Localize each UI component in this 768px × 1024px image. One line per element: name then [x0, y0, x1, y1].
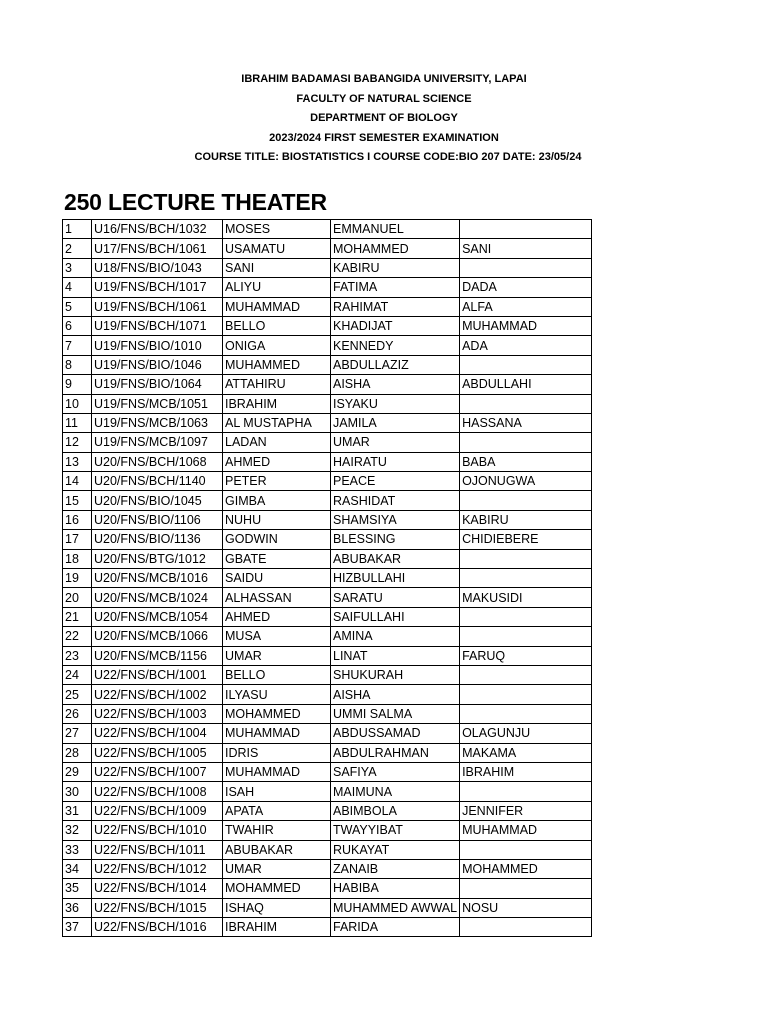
- other-name-cell: DADA: [460, 278, 592, 297]
- reg-number-cell: U22/FNS/BCH/1016: [92, 918, 223, 937]
- serial-number-cell: 14: [63, 472, 92, 491]
- surname-cell: LADAN: [223, 433, 331, 452]
- surname-cell: MUHAMMAD: [223, 724, 331, 743]
- surname-cell: SANI: [223, 258, 331, 277]
- first-name-cell: KHADIJAT: [331, 316, 460, 335]
- reg-number-cell: U20/FNS/BIO/1045: [92, 491, 223, 510]
- serial-number-cell: 33: [63, 840, 92, 859]
- reg-number-cell: U22/FNS/BCH/1002: [92, 685, 223, 704]
- serial-number-cell: 16: [63, 510, 92, 529]
- surname-cell: GODWIN: [223, 530, 331, 549]
- venue-title: 250 LECTURE THEATER: [64, 189, 327, 215]
- surname-cell: IBRAHIM: [223, 918, 331, 937]
- reg-number-cell: U20/FNS/BCH/1068: [92, 452, 223, 471]
- table-row: [63, 588, 592, 607]
- table-row: [63, 258, 592, 277]
- surname-cell: SAIDU: [223, 569, 331, 588]
- first-name-cell: RASHIDAT: [331, 491, 460, 510]
- surname-cell: AHMED: [223, 607, 331, 626]
- serial-number-cell: 29: [63, 762, 92, 781]
- other-name-cell: [460, 549, 592, 568]
- surname-cell: ALIYU: [223, 278, 331, 297]
- table-row: [63, 665, 592, 684]
- surname-cell: BELLO: [223, 665, 331, 684]
- table-row: [63, 685, 592, 704]
- serial-number-cell: 27: [63, 724, 92, 743]
- surname-cell: AHMED: [223, 452, 331, 471]
- table-row: [63, 801, 592, 820]
- first-name-cell: RUKAYAT: [331, 840, 460, 859]
- serial-number-cell: 5: [63, 297, 92, 316]
- other-name-cell: [460, 394, 592, 413]
- other-name-cell: [460, 879, 592, 898]
- reg-number-cell: U20/FNS/MCB/1024: [92, 588, 223, 607]
- serial-number-cell: 26: [63, 704, 92, 723]
- reg-number-cell: U19/FNS/BIO/1064: [92, 375, 223, 394]
- reg-number-cell: U22/FNS/BCH/1015: [92, 898, 223, 917]
- other-name-cell: ADA: [460, 336, 592, 355]
- first-name-cell: ABDULRAHMAN: [331, 743, 460, 762]
- surname-cell: UMAR: [223, 646, 331, 665]
- table-row: [63, 879, 592, 898]
- table-row: [63, 607, 592, 626]
- surname-cell: ONIGA: [223, 336, 331, 355]
- table-row: [63, 724, 592, 743]
- first-name-cell: SAFIYA: [331, 762, 460, 781]
- department-name: DEPARTMENT OF BIOLOGY: [310, 112, 458, 124]
- document-header: [0, 70, 768, 168]
- reg-number-cell: U22/FNS/BCH/1011: [92, 840, 223, 859]
- first-name-cell: ABDULLAZIZ: [331, 355, 460, 374]
- surname-cell: ISHAQ: [223, 898, 331, 917]
- first-name-cell: ABIMBOLA: [331, 801, 460, 820]
- serial-number-cell: 24: [63, 665, 92, 684]
- other-name-cell: NOSU: [460, 898, 592, 917]
- reg-number-cell: U16/FNS/BCH/1032: [92, 220, 223, 239]
- first-name-cell: SARATU: [331, 588, 460, 607]
- serial-number-cell: 3: [63, 258, 92, 277]
- serial-number-cell: 10: [63, 394, 92, 413]
- reg-number-cell: U22/FNS/BCH/1010: [92, 821, 223, 840]
- other-name-cell: [460, 782, 592, 801]
- reg-number-cell: U20/FNS/BIO/1106: [92, 510, 223, 529]
- first-name-cell: MOHAMMED: [331, 239, 460, 258]
- surname-cell: MUHAMMED: [223, 355, 331, 374]
- first-name-cell: FATIMA: [331, 278, 460, 297]
- surname-cell: TWAHIR: [223, 821, 331, 840]
- table-row: [63, 472, 592, 491]
- first-name-cell: KENNEDY: [331, 336, 460, 355]
- other-name-cell: OJONUGWA: [460, 472, 592, 491]
- reg-number-cell: U20/FNS/MCB/1156: [92, 646, 223, 665]
- surname-cell: MOHAMMED: [223, 704, 331, 723]
- surname-cell: MOHAMMED: [223, 879, 331, 898]
- reg-number-cell: U19/FNS/MCB/1051: [92, 394, 223, 413]
- table-row: [63, 821, 592, 840]
- serial-number-cell: 4: [63, 278, 92, 297]
- surname-cell: NUHU: [223, 510, 331, 529]
- other-name-cell: [460, 258, 592, 277]
- surname-cell: ALHASSAN: [223, 588, 331, 607]
- table-row: [63, 569, 592, 588]
- serial-number-cell: 13: [63, 452, 92, 471]
- table-row: [63, 859, 592, 878]
- first-name-cell: FARIDA: [331, 918, 460, 937]
- reg-number-cell: U20/FNS/MCB/1016: [92, 569, 223, 588]
- first-name-cell: LINAT: [331, 646, 460, 665]
- surname-cell: MOSES: [223, 220, 331, 239]
- other-name-cell: [460, 569, 592, 588]
- other-name-cell: [460, 918, 592, 937]
- reg-number-cell: U20/FNS/BCH/1140: [92, 472, 223, 491]
- reg-number-cell: U22/FNS/BCH/1005: [92, 743, 223, 762]
- serial-number-cell: 30: [63, 782, 92, 801]
- first-name-cell: SHAMSIYA: [331, 510, 460, 529]
- table-row: [63, 627, 592, 646]
- table-row: [63, 510, 592, 529]
- surname-cell: UMAR: [223, 859, 331, 878]
- serial-number-cell: 22: [63, 627, 92, 646]
- table-row: [63, 220, 592, 239]
- other-name-cell: ALFA: [460, 297, 592, 316]
- serial-number-cell: 32: [63, 821, 92, 840]
- reg-number-cell: U22/FNS/BCH/1004: [92, 724, 223, 743]
- first-name-cell: SAIFULLAHI: [331, 607, 460, 626]
- table-row: [63, 782, 592, 801]
- surname-cell: PETER: [223, 472, 331, 491]
- table-row: [63, 355, 592, 374]
- reg-number-cell: U20/FNS/MCB/1066: [92, 627, 223, 646]
- surname-cell: ABUBAKAR: [223, 840, 331, 859]
- other-name-cell: MAKUSIDI: [460, 588, 592, 607]
- table-row: [63, 840, 592, 859]
- reg-number-cell: U20/FNS/BTG/1012: [92, 549, 223, 568]
- other-name-cell: IBRAHIM: [460, 762, 592, 781]
- reg-number-cell: U19/FNS/BIO/1010: [92, 336, 223, 355]
- serial-number-cell: 1: [63, 220, 92, 239]
- university-name: IBRAHIM BADAMASI BABANGIDA UNIVERSITY, LAPAI: [241, 73, 527, 85]
- surname-cell: APATA: [223, 801, 331, 820]
- other-name-cell: [460, 355, 592, 374]
- reg-number-cell: U22/FNS/BCH/1008: [92, 782, 223, 801]
- table-row: [63, 336, 592, 355]
- other-name-cell: MUHAMMAD: [460, 821, 592, 840]
- other-name-cell: KABIRU: [460, 510, 592, 529]
- other-name-cell: [460, 491, 592, 510]
- first-name-cell: HIZBULLAHI: [331, 569, 460, 588]
- first-name-cell: UMAR: [331, 433, 460, 452]
- surname-cell: MUHAMMAD: [223, 762, 331, 781]
- serial-number-cell: 8: [63, 355, 92, 374]
- other-name-cell: FARUQ: [460, 646, 592, 665]
- table-row: [63, 646, 592, 665]
- other-name-cell: CHIDIEBERE: [460, 530, 592, 549]
- reg-number-cell: U19/FNS/MCB/1063: [92, 413, 223, 432]
- serial-number-cell: 35: [63, 879, 92, 898]
- first-name-cell: BLESSING: [331, 530, 460, 549]
- table-row: [63, 394, 592, 413]
- table-row: [63, 452, 592, 471]
- reg-number-cell: U22/FNS/BCH/1014: [92, 879, 223, 898]
- table-row: [63, 278, 592, 297]
- reg-number-cell: U19/FNS/BCH/1071: [92, 316, 223, 335]
- surname-cell: IBRAHIM: [223, 394, 331, 413]
- other-name-cell: ABDULLAHI: [460, 375, 592, 394]
- other-name-cell: [460, 840, 592, 859]
- reg-number-cell: U22/FNS/BCH/1007: [92, 762, 223, 781]
- first-name-cell: PEACE: [331, 472, 460, 491]
- serial-number-cell: 2: [63, 239, 92, 258]
- surname-cell: USAMATU: [223, 239, 331, 258]
- table-row: [63, 704, 592, 723]
- table-row: [63, 743, 592, 762]
- table-row: [63, 433, 592, 452]
- first-name-cell: AISHA: [331, 375, 460, 394]
- table-row: [63, 239, 592, 258]
- serial-number-cell: 20: [63, 588, 92, 607]
- serial-number-cell: 31: [63, 801, 92, 820]
- serial-number-cell: 21: [63, 607, 92, 626]
- table-row: [63, 316, 592, 335]
- serial-number-cell: 28: [63, 743, 92, 762]
- serial-number-cell: 17: [63, 530, 92, 549]
- other-name-cell: [460, 627, 592, 646]
- other-name-cell: HASSANA: [460, 413, 592, 432]
- faculty-name: FACULTY OF NATURAL SCIENCE: [296, 92, 472, 105]
- other-name-cell: [460, 607, 592, 626]
- other-name-cell: JENNIFER: [460, 801, 592, 820]
- other-name-cell: MAKAMA: [460, 743, 592, 762]
- first-name-cell: TWAYYIBAT: [331, 821, 460, 840]
- first-name-cell: ZANAIB: [331, 859, 460, 878]
- serial-number-cell: 36: [63, 898, 92, 917]
- surname-cell: GBATE: [223, 549, 331, 568]
- table-row: [63, 413, 592, 432]
- table-row: [63, 375, 592, 394]
- table-row: [63, 762, 592, 781]
- surname-cell: MUSA: [223, 627, 331, 646]
- first-name-cell: ABUBAKAR: [331, 549, 460, 568]
- first-name-cell: AISHA: [331, 685, 460, 704]
- other-name-cell: [460, 685, 592, 704]
- surname-cell: BELLO: [223, 316, 331, 335]
- first-name-cell: UMMI SALMA: [331, 704, 460, 723]
- serial-number-cell: 11: [63, 413, 92, 432]
- surname-cell: ISAH: [223, 782, 331, 801]
- exam-title: 2023/2024 FIRST SEMESTER EXAMINATION: [269, 131, 499, 144]
- first-name-cell: AMINA: [331, 627, 460, 646]
- student-roster-table: [62, 219, 592, 937]
- surname-cell: AL MUSTAPHA: [223, 413, 331, 432]
- other-name-cell: [460, 433, 592, 452]
- other-name-cell: [460, 704, 592, 723]
- course-info: COURSE TITLE: BIOSTATISTICS I COURSE CODE:BIO 207 DATE: 23/05/24: [194, 151, 582, 163]
- reg-number-cell: U17/FNS/BCH/1061: [92, 239, 223, 258]
- table-row: [63, 491, 592, 510]
- reg-number-cell: U19/FNS/BCH/1061: [92, 297, 223, 316]
- other-name-cell: OLAGUNJU: [460, 724, 592, 743]
- reg-number-cell: U19/FNS/BCH/1017: [92, 278, 223, 297]
- first-name-cell: ISYAKU: [331, 394, 460, 413]
- other-name-cell: SANI: [460, 239, 592, 258]
- table-row: [63, 530, 592, 549]
- table-row: [63, 918, 592, 937]
- first-name-cell: RAHIMAT: [331, 297, 460, 316]
- surname-cell: IDRIS: [223, 743, 331, 762]
- table-row: [63, 549, 592, 568]
- table-row: [63, 898, 592, 917]
- other-name-cell: MOHAMMED: [460, 859, 592, 878]
- first-name-cell: HABIBA: [331, 879, 460, 898]
- serial-number-cell: 34: [63, 859, 92, 878]
- first-name-cell: MAIMUNA: [331, 782, 460, 801]
- reg-number-cell: U20/FNS/BIO/1136: [92, 530, 223, 549]
- surname-cell: ATTAHIRU: [223, 375, 331, 394]
- serial-number-cell: 19: [63, 569, 92, 588]
- table-row: [63, 297, 592, 316]
- reg-number-cell: U19/FNS/MCB/1097: [92, 433, 223, 452]
- other-name-cell: BABA: [460, 452, 592, 471]
- first-name-cell: JAMILA: [331, 413, 460, 432]
- first-name-cell: ABDUSSAMAD: [331, 724, 460, 743]
- first-name-cell: SHUKURAH: [331, 665, 460, 684]
- reg-number-cell: U22/FNS/BCH/1003: [92, 704, 223, 723]
- other-name-cell: MUHAMMAD: [460, 316, 592, 335]
- first-name-cell: KABIRU: [331, 258, 460, 277]
- first-name-cell: HAIRATU: [331, 452, 460, 471]
- surname-cell: GIMBA: [223, 491, 331, 510]
- serial-number-cell: 25: [63, 685, 92, 704]
- serial-number-cell: 6: [63, 316, 92, 335]
- serial-number-cell: 7: [63, 336, 92, 355]
- first-name-cell: MUHAMMED AWWAL: [331, 898, 460, 917]
- reg-number-cell: U20/FNS/MCB/1054: [92, 607, 223, 626]
- other-name-cell: [460, 665, 592, 684]
- first-name-cell: EMMANUEL: [331, 220, 460, 239]
- roster-body: [63, 220, 592, 937]
- serial-number-cell: 12: [63, 433, 92, 452]
- surname-cell: MUHAMMAD: [223, 297, 331, 316]
- serial-number-cell: 15: [63, 491, 92, 510]
- surname-cell: ILYASU: [223, 685, 331, 704]
- reg-number-cell: U18/FNS/BIO/1043: [92, 258, 223, 277]
- serial-number-cell: 9: [63, 375, 92, 394]
- reg-number-cell: U22/FNS/BCH/1001: [92, 665, 223, 684]
- serial-number-cell: 23: [63, 646, 92, 665]
- reg-number-cell: U22/FNS/BCH/1009: [92, 801, 223, 820]
- reg-number-cell: U19/FNS/BIO/1046: [92, 355, 223, 374]
- serial-number-cell: 37: [63, 918, 92, 937]
- serial-number-cell: 18: [63, 549, 92, 568]
- other-name-cell: [460, 220, 592, 239]
- reg-number-cell: U22/FNS/BCH/1012: [92, 859, 223, 878]
